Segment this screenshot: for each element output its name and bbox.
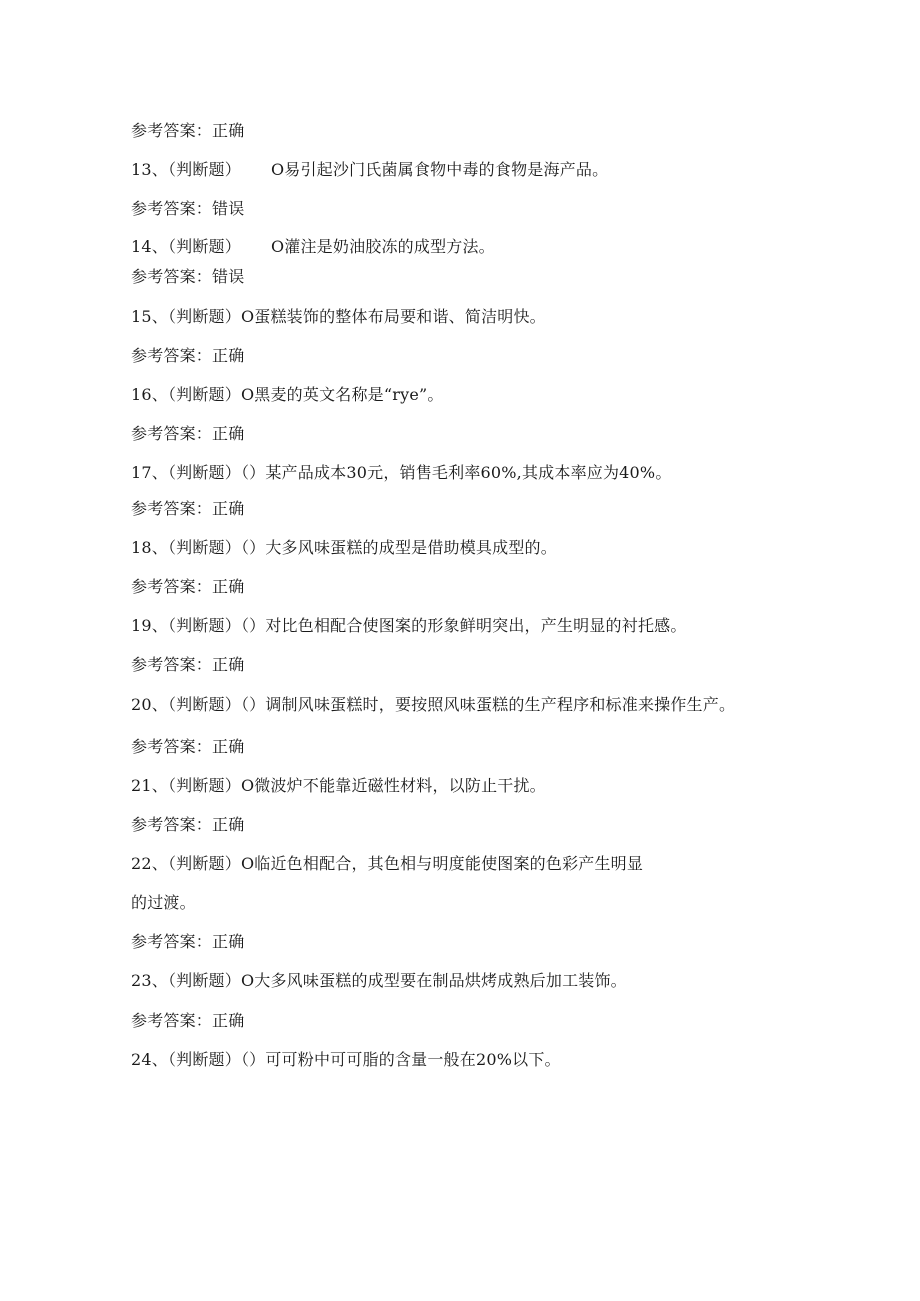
question-14-prefix: 14、（判断题）	[131, 237, 241, 256]
question-20: 20、（判断题）（）调制风味蛋糕时，要按照风味蛋糕的生产程序和标准来操作生产。	[131, 695, 736, 714]
answer-13: 参考答案：错误	[131, 199, 245, 218]
answer-23: 参考答案：正确	[131, 1011, 245, 1030]
question-16: 16、（判断题）O黑麦的英文名称是“rye”。	[131, 385, 444, 404]
answer-22: 参考答案：正确	[131, 932, 245, 951]
question-13-prefix: 13、（判断题）	[131, 160, 241, 179]
question-14-text: O灌注是奶油胶冻的成型方法。	[270, 237, 495, 256]
answer-15: 参考答案：正确	[131, 346, 245, 365]
question-21: 21、（判断题）O微波炉不能靠近磁性材料，以防止干扰。	[131, 776, 546, 795]
question-17: 17、（判断题）（）某产品成本30元，销售毛利率60%,其成本率应为40%。	[131, 463, 672, 482]
answer-19: 参考答案：正确	[131, 655, 245, 674]
answer-16: 参考答案：正确	[131, 424, 245, 443]
answer-12: 参考答案：正确	[131, 121, 245, 140]
question-14	[131, 237, 495, 257]
question-22-continuation: 的过渡。	[131, 893, 196, 912]
question-19: 19、（判断题）（）对比色相配合使图案的形象鲜明突出，产生明显的衬托感。	[131, 616, 687, 635]
answer-14: 参考答案：错误	[131, 267, 245, 286]
answer-20: 参考答案：正确	[131, 737, 245, 756]
question-22: 22、（判断题）O临近色相配合，其色相与明度能使图案的色彩产生明显	[131, 854, 644, 873]
question-23: 23、（判断题）O大多风味蛋糕的成型要在制品烘烤成熟后加工装饰。	[131, 971, 627, 990]
answer-21: 参考答案：正确	[131, 815, 245, 834]
question-15: 15、（判断题）O蛋糕装饰的整体布局要和谐、简洁明快。	[131, 307, 546, 326]
question-24: 24、（判断题）（）可可粉中可可脂的含量一般在20%以下。	[131, 1050, 561, 1069]
answer-18: 参考答案：正确	[131, 577, 245, 596]
question-18: 18、（判断题）（）大多风味蛋糕的成型是借助模具成型的。	[131, 538, 557, 557]
question-13-text: O易引起沙门氏菌属食物中毒的食物是海产品。	[270, 160, 609, 179]
answer-17: 参考答案：正确	[131, 499, 245, 518]
question-13	[131, 160, 608, 180]
